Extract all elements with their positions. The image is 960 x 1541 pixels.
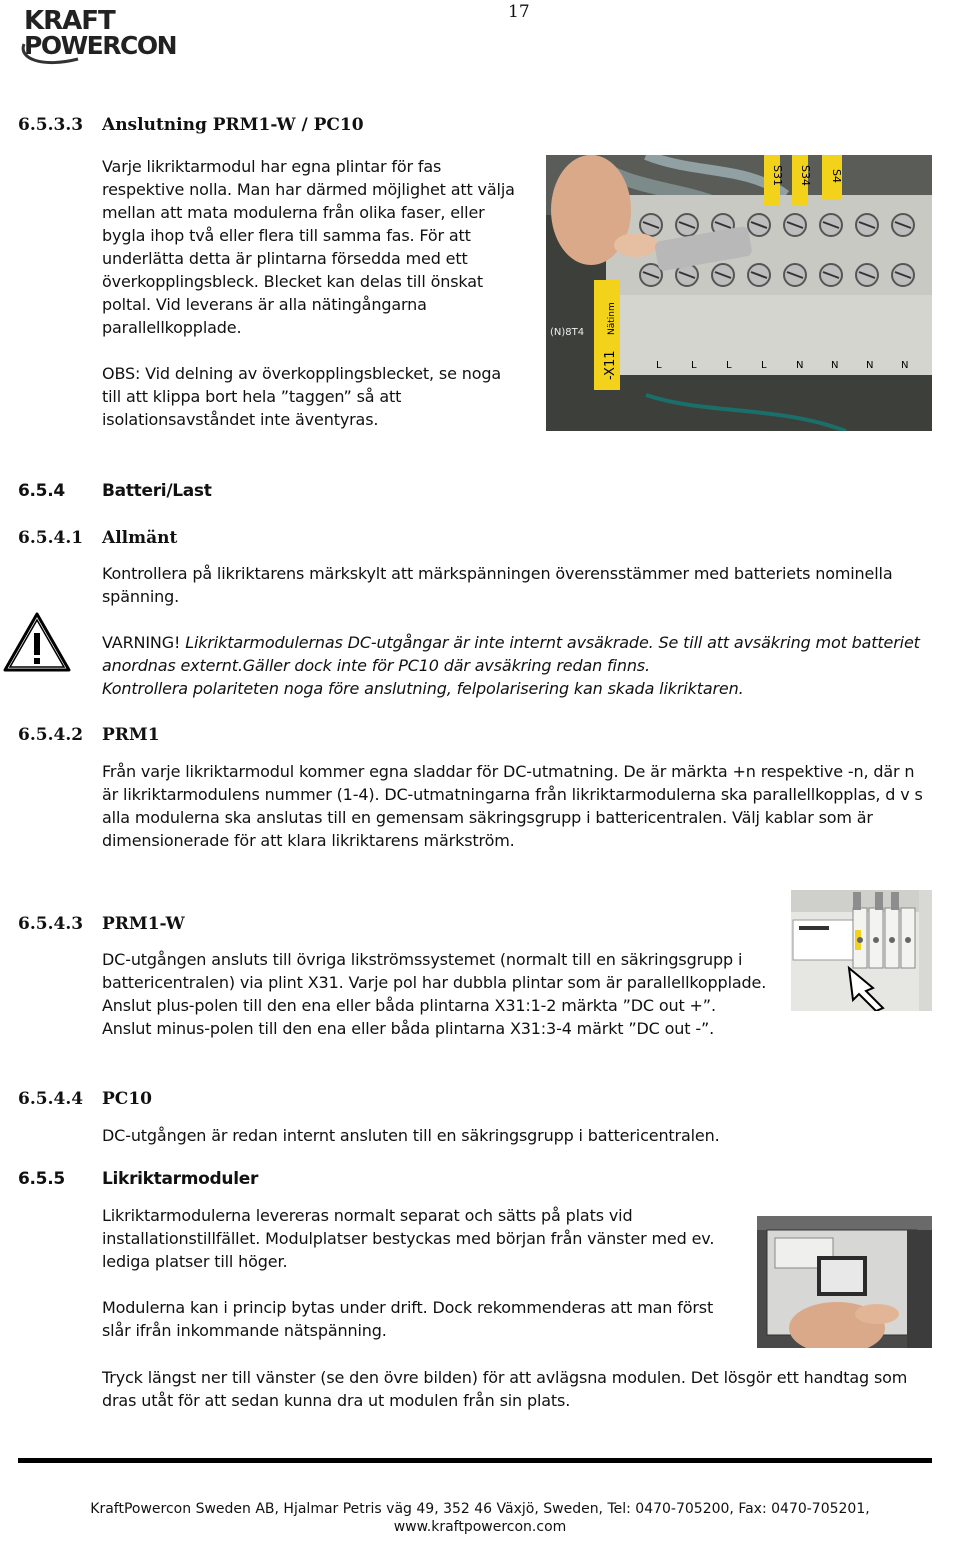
paragraph: Tryck längst ner till vänster (se den övre bilden) för att avlägsna modulen. Det lösgör ett handtag som dras utåt för att sedan kunna dra ut modulen från sin plats.	[102, 1368, 908, 1410]
label-l3: L	[726, 360, 732, 371]
module-removal-photo	[757, 1216, 932, 1348]
warning-label: VARNING!	[102, 633, 181, 652]
label-n1: N	[796, 360, 804, 371]
label-n8t4: (N)8T4	[550, 327, 585, 338]
warning-text-2: Kontrollera polariteten noga före anslutning, felpolarisering kan skada likriktaren.	[102, 679, 744, 698]
paragraph: Likriktarmodulerna levereras normalt separat och sätts på plats vid installationstillfället. Modulplatser bestyckas med början från vänster med ev. lediga platser till höger.	[102, 1206, 715, 1271]
section-number-6533: 6.5.3.3	[18, 115, 84, 135]
logo-text-powercon: POWERCON	[24, 31, 177, 60]
section-6542-body	[102, 760, 932, 852]
paragraph: DC-utgången ansluts till övriga likströmssystemet (normalt till en säkringsgrupp i battericentralen) via plint X31. Varje pol har dubbla plintar som är parallellkopplade.	[102, 950, 767, 992]
section-title-6544: PC10	[102, 1089, 152, 1109]
section-6541-body	[102, 562, 942, 608]
logo-text-kraft: KRAFT	[24, 6, 115, 36]
warning-block	[102, 631, 932, 700]
paragraph: Modulerna kan i princip bytas under drift. Dock rekommenderas att man först slår ifrån inkommande nätspänning.	[102, 1298, 714, 1340]
section-655-body-2	[102, 1366, 932, 1412]
section-655-body-1	[102, 1204, 732, 1342]
label-n2: N	[831, 360, 839, 371]
paragraph: OBS: Vid delning av överkopplingsblecket, se noga till att klippa bort hela ”taggen” så att isolationsavståndet inte äventyras.	[102, 364, 502, 429]
label-s31: S31	[771, 165, 784, 186]
label-x11: -X11	[603, 350, 618, 380]
paragraph: Anslut minus-polen till den ena eller båda plintarna X31:3-4 märkt ”DC out -”.	[102, 1019, 715, 1038]
label-l2: L	[691, 360, 697, 371]
section-number-6543: 6.5.4.3	[18, 914, 84, 934]
label-natinm: Nätinm	[607, 302, 617, 335]
section-title-654: Batteri/Last	[102, 481, 212, 501]
label-s4: S4	[830, 169, 843, 183]
warning-text: Likriktarmodulernas DC-utgångar är inte internt avsäkrade. Se till att avsäkring mot batteriet anordnas externt.Gäller dock inte för PC10 där avsäkring redan finns.	[102, 633, 920, 675]
paragraph: DC-utgången är redan internt ansluten till en säkringsgrupp i battericentralen.	[102, 1126, 720, 1145]
section-6544-body	[102, 1124, 932, 1147]
paragraph: Varje likriktarmodul har egna plintar för fas respektive nolla. Man har därmed möjlighet att välja mellan att mata modulerna från olika faser, eller bygla ihop två eller flera till samma fas. För att underlätta detta är plintarna försedda med ett överkopplingsbleck. Blecket kan delas till önskat poltal. Vid leverans är alla nätingångarna parallellkopplade.	[102, 157, 515, 337]
section-title-6543: PRM1-W	[102, 914, 185, 934]
terminal-block-photo	[546, 155, 932, 431]
label-l4: L	[761, 360, 767, 371]
section-title-6533: Anslutning PRM1-W / PC10	[102, 115, 364, 135]
label-l1: L	[656, 360, 662, 371]
section-number-655: 6.5.5	[18, 1169, 65, 1189]
section-title-655: Likriktarmoduler	[102, 1169, 259, 1189]
footer-rule	[18, 1458, 932, 1463]
section-number-6541: 6.5.4.1	[18, 528, 84, 548]
warning-paragraph	[102, 631, 932, 677]
kraftpowercon-logo	[18, 4, 183, 66]
paragraph: Från varje likriktarmodul kommer egna sladdar för DC-utmatning. De är märkta +n respektive -n, där n är likriktarmodulens nummer (1-4). DC-utmatningarna från likriktarmodulerna ska parallellkopplas, d v s alla modulerna ska anslutas till en gemensam säkringsgrupp i battericentralen. Välj kablar som är dimensionerade för att klara likriktarens märkström.	[102, 762, 923, 850]
label-n3: N	[866, 360, 874, 371]
section-number-6544: 6.5.4.4	[18, 1089, 84, 1109]
section-title-6542: PRM1	[102, 725, 160, 745]
prm1w-terminal-photo	[791, 890, 932, 1011]
section-6533-body	[102, 155, 522, 431]
section-title-6541: Allmänt	[102, 528, 178, 548]
warning-triangle-icon	[2, 611, 72, 673]
label-n4: N	[901, 360, 909, 371]
section-number-6542: 6.5.4.2	[18, 725, 84, 745]
paragraph: Kontrollera på likriktarens märkskylt att märkspänningen överensstämmer med batteriets nominella spänning.	[102, 564, 893, 606]
footer	[0, 1500, 960, 1536]
section-6543-body	[102, 948, 772, 1040]
page-number: 17	[508, 2, 530, 22]
footer-address: KraftPowercon Sweden AB, Hjalmar Petris väg 49, 352 46 Växjö, Sweden, Tel: 0470-705200, Fax: 0470-705201,	[90, 1501, 870, 1517]
footer-website: www.kraftpowercon.com	[393, 1519, 567, 1535]
section-number-654: 6.5.4	[18, 481, 65, 501]
paragraph: Anslut plus-polen till den ena eller båda plintarna X31:1-2 märkta ”DC out +”.	[102, 996, 716, 1015]
label-s34: S34	[799, 165, 812, 186]
